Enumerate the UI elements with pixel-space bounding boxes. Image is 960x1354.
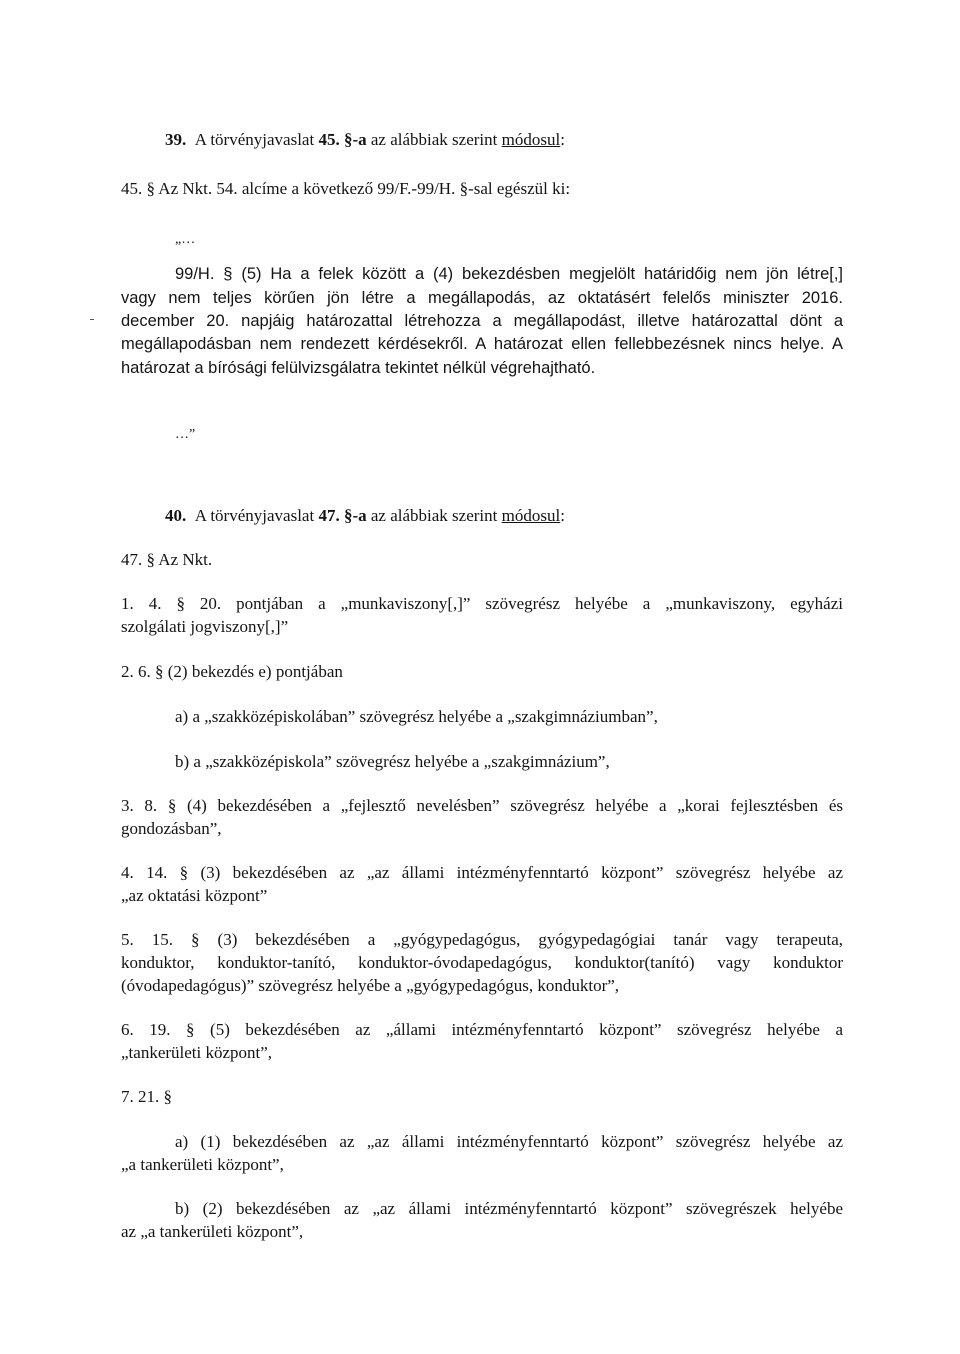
modify-keyword: módosul: [501, 130, 561, 149]
para-99h-line-1: 99/H. § (5) Ha a felek között a (4) bekezdésben megjelölt határidőig nem jön létre[,]: [175, 265, 843, 283]
point-3-line-1: 3. 8. § (4) bekezdésében a „fejlesztő nevelésben” szövegrész helyébe a „korai fejlesztésben és: [121, 796, 843, 815]
section-suffix: §-a: [343, 130, 367, 149]
para-99h-line-5: határozat a bírósági felülvizsgálatra tekintet nélkül végrehajtható.: [121, 359, 596, 377]
amendment-number: 40.: [165, 506, 187, 525]
colon: :: [560, 130, 565, 149]
point-5-line-1: 5. 15. § (3) bekezdésében a „gyógypedagógus, gyógypedagógiai tanár vagy terapeuta,: [121, 930, 843, 949]
point-1-line-2: szolgálati jogviszony[,]”: [121, 617, 289, 636]
point-2-b: b) a „szakközépiskola” szövegrész helyébe a „szakgimnázium”,: [175, 752, 610, 771]
point-7-a-line-1: a) (1) bekezdésében az „az állami intézményfenntartó központ” szövegrész helyébe az: [175, 1132, 843, 1151]
section-47-heading: 47. § Az Nkt.: [121, 550, 213, 569]
point-7-b-line-2: az „a tankerületi központ”,: [121, 1222, 304, 1241]
amendment-text: az alábbiak szerint: [366, 130, 502, 149]
point-4-line-2: „az oktatási központ”: [121, 886, 268, 905]
amendment-number: 39.: [165, 130, 187, 149]
margin-mark: [90, 319, 94, 320]
point-6-line-2: „tankerületi központ”,: [121, 1043, 273, 1062]
opening-quote: „…: [175, 232, 196, 247]
para-99h-line-3: december 20. napjáig határozattal létrehozza a megállapodást, illetve határozattal dönt a: [121, 312, 843, 330]
amendment-text: A törvényjavaslat: [194, 506, 319, 525]
amendment-text: A törvényjavaslat: [194, 130, 319, 149]
point-5-line-3: (óvodapedagógus)” szövegrész helyébe a „gyógypedagógus, konduktor”,: [121, 976, 620, 995]
section-suffix: §-a: [343, 506, 367, 525]
amendment-40-title: [165, 505, 565, 527]
point-2-a: a) a „szakközépiskolában” szövegrész helyébe a „szakgimnáziumban”,: [175, 707, 658, 726]
point-7: 7. 21. §: [121, 1087, 172, 1106]
point-7-a-line-2: „a tankerületi központ”,: [121, 1155, 284, 1174]
section-45-heading: 45. § Az Nkt. 54. alcíme a következő 99/F.-99/H. §-sal egészül ki:: [121, 179, 571, 198]
point-3-line-2: gondozásban”,: [121, 819, 222, 838]
modify-keyword: módosul: [501, 506, 561, 525]
amendment-text: az alábbiak szerint: [366, 506, 502, 525]
amendment-39-title: [165, 129, 565, 151]
section-number: 45.: [318, 130, 340, 149]
para-99h-line-2: vagy nem teljes körűen jön létre a megállapodás, az oktatásért felelős miniszter 2016.: [121, 289, 843, 307]
point-6-line-1: 6. 19. § (5) bekezdésében az „állami intézményfenntartó központ” szövegrész helyébe a: [121, 1020, 843, 1039]
colon: :: [560, 506, 565, 525]
point-7-b-line-1: b) (2) bekezdésében az „az állami intézményfenntartó központ” szövegrészek helyébe: [175, 1199, 843, 1218]
para-99h-line-4: megállapodásban nem rendezett kérdésekről. A határozat ellen fellebbezésnek nincs helye. A: [121, 335, 843, 353]
point-2: 2. 6. § (2) bekezdés e) pontjában: [121, 662, 343, 681]
point-4-line-1: 4. 14. § (3) bekezdésében az „az állami intézményfenntartó központ” szövegrész helyébe az: [121, 863, 843, 882]
section-number: 47.: [318, 506, 340, 525]
point-1-line-1: 1. 4. § 20. pontjában a „munkaviszony[,]” szövegrész helyébe a „munkaviszony, egyházi: [121, 594, 843, 613]
point-5-line-2: konduktor, konduktor-tanító, konduktor-óvodapedagógus, konduktor(tanító) vagy konduktor: [121, 953, 843, 972]
closing-quote: …”: [175, 427, 196, 442]
